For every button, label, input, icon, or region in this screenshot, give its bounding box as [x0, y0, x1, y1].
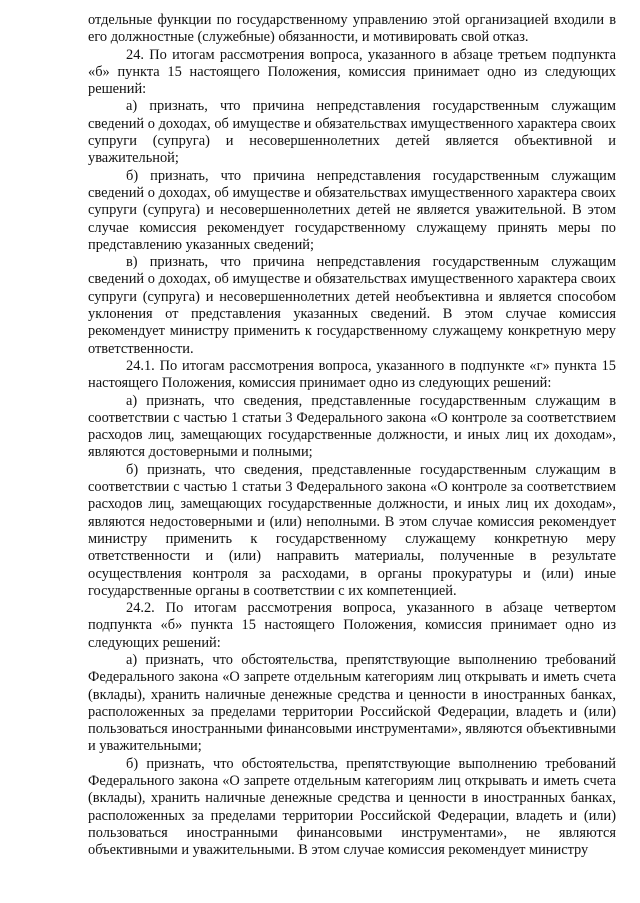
paragraph-24-1-a: а) признать, что сведения, представленные государственным служащим в соответствии с частью 1 статьи 3 Федерального закона «О контроле за соответствием расходов лиц, замещающих государственные должности, и иных лиц их доходам», являются достоверными и полными;: [88, 392, 616, 461]
paragraph-24-a: а) признать, что причина непредставления государственным служащим сведений о доходах, об имуществе и обязательствах имущественного характера своих супруги (супруга) и несовершеннолетних детей является объективной и уважительной;: [88, 98, 616, 167]
paragraph-item-24-2: 24.2. По итогам рассмотрения вопроса, указанного в абзаце четвертом подпункта «б» пункта 15 настоящего Положения, комиссия принимает одно из следующих решений:: [88, 600, 616, 651]
paragraph-24-v: в) признать, что причина непредставления государственным служащим сведений о доходах, об имуществе и обязательствах имущественного характера своих супруги (супруга) и несовершеннолетних детей необъективна и является способом уклонения от представления указанных сведений. В этом случае комиссия рекомендует министру применить к государственному служащему конкретную меру ответственности.: [88, 254, 616, 357]
paragraph-continuation: отдельные функции по государственному управлению этой организацией входили в его должностные (служебные) обязанности, и мотивировать свой отказ.: [88, 12, 616, 46]
paragraph-24-1-b: б) признать, что сведения, представленные государственным служащим в соответствии с частью 1 статьи 3 Федерального закона «О контроле за соответствием расходов лиц, замещающих государственные должности, и иных лиц их доходам», являются недостоверными и (или) неполными. В этом случае комиссия рекомендует министру применить к государственному служащему конкретную меру ответственности и (или) направить материалы, полученные в результате осуществления контроля за расходами, в органы прокуратуры и (или) иные государственные органы в соответствии с их компетенцией.: [88, 461, 616, 599]
paragraph-item-24-1: 24.1. По итогам рассмотрения вопроса, указанного в подпункте «г» пункта 15 настоящего Положения, комиссия принимает одно из следующих решений:: [88, 357, 616, 392]
paragraph-item-24: 24. По итогам рассмотрения вопроса, указанного в абзаце третьем подпункта «б» пункта 15 настоящего Положения, комиссия принимает одно из следующих решений:: [88, 46, 616, 98]
paragraph-24-b: б) признать, что причина непредставления государственным служащим сведений о доходах, об имуществе и обязательствах имущественного характера своих супруги (супруга) и несовершеннолетних детей не является уважительной. В этом случае комиссия рекомендует государственному служащему принять меры по представлению указанных сведений;: [88, 167, 616, 253]
paragraph-24-2-a: а) признать, что обстоятельства, препятствующие выполнению требований Федерального закона «О запрете отдельным категориям лиц открывать и иметь счета (вклады), хранить наличные денежные средства и ценности в иностранных банках, расположенных за пределами территории Российской Федерации, владеть и (или) пользоваться иностранными финансовыми инструментами», являются объективными и уважительными;: [88, 651, 616, 755]
paragraph-24-2-b: б) признать, что обстоятельства, препятствующие выполнению требований Федерального закона «О запрете отдельным категориям лиц открывать и иметь счета (вклады), хранить наличные денежные средства и ценности в иностранных банках, расположенных за пределами территории Российской Федерации, владеть и (или) пользоваться иностранными финансовыми инструментами», не являются объективными и уважительными. В этом случае комиссия рекомендует министру: [88, 755, 616, 859]
